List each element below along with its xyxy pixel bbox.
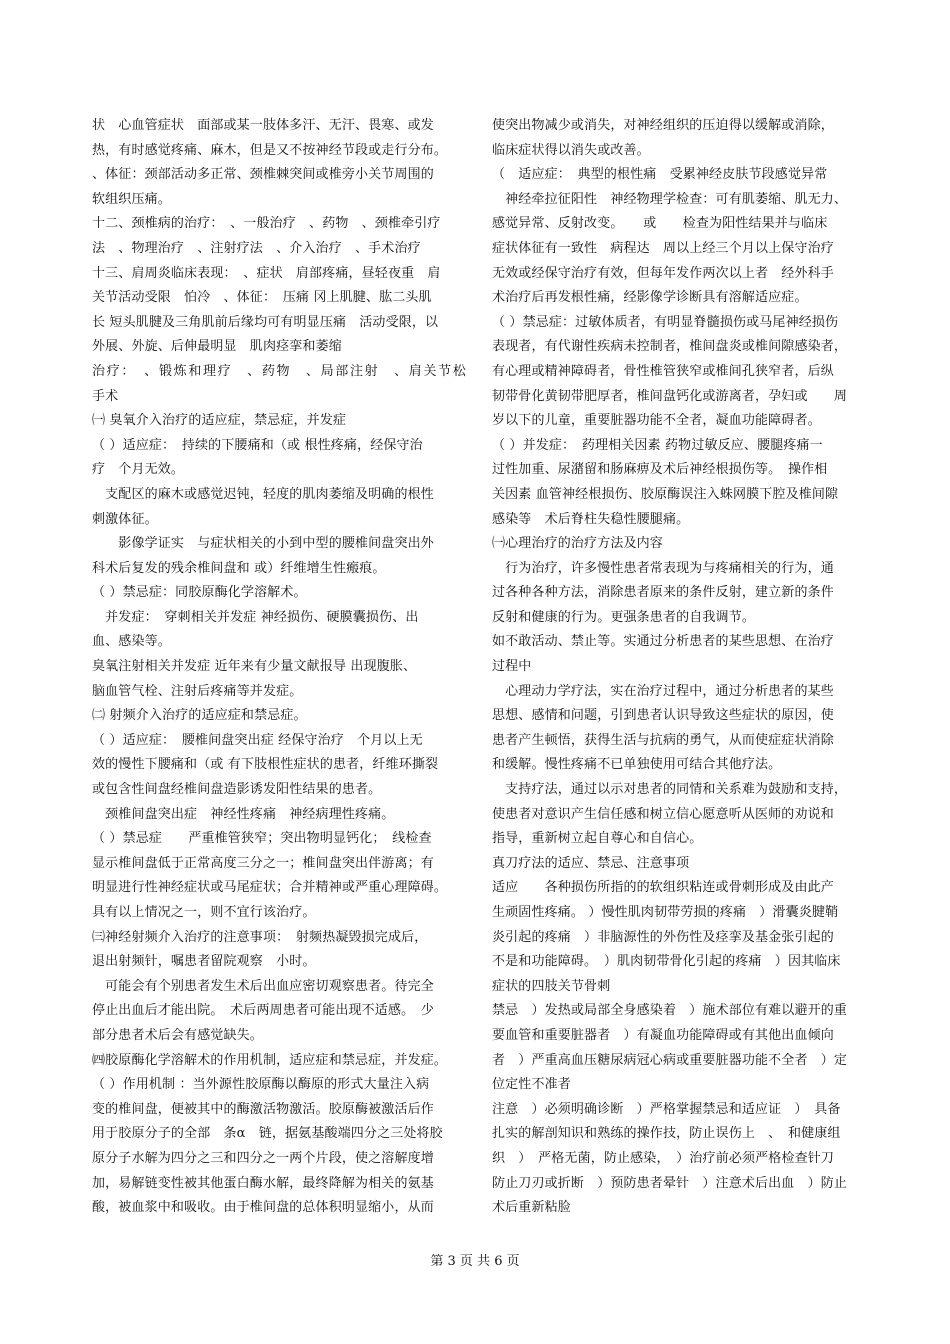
right-column-line: （ 适应症： 典型的根性痛 受累神经皮肤节段感觉异常 <box>492 167 828 183</box>
left-column-line: 刺激体征。 <box>92 511 158 527</box>
right-column-line: 禁忌 ）发热或局部全身感染着 ）施术部位有难以避开的重 <box>492 1003 848 1019</box>
right-column-line: 过各种各种方法，消除患者原来的条件反射，建立新的条件 <box>492 585 834 601</box>
right-column-line: 表现者，有代谢性疾病未控制者，椎间盘炎或椎间隙感染者， <box>492 339 848 355</box>
right-column-line: 术治疗后再发根性痛，经影像学诊断具有溶解适应症。 <box>492 290 808 306</box>
right-column-line: 术后重新粘脸 <box>492 1200 571 1216</box>
left-column-line: 停止出血后才能出院。 术后两周患者可能出现不适感。 少 <box>92 1003 435 1019</box>
left-column-line: 法 、物理治疗 、注射疗法 、介入治疗 、手术治疗 <box>92 240 421 256</box>
right-column-line: 炎引起的疼痛 ）非脑源性的外伤性及痉挛及基金张引起的 <box>492 929 834 945</box>
right-column-line: 不是和功能障碍。 ）肌肉韧带骨化引起的疼痛 ）因其临床 <box>492 954 841 970</box>
left-column-line: 具有以上情况之一，则不宜行该治疗。 <box>92 905 316 920</box>
right-column-line: 使患者对意识产生信任感和树立信心愿意听从医师的劝说和 <box>492 806 834 822</box>
left-column-line: （ ）禁忌症 严重椎管狭窄；突出物明显钙化； 线检查 <box>92 831 432 847</box>
right-column-line: 感觉异常、反射改变。 或 检查为阳性结果并与临床 <box>492 216 828 232</box>
left-column-line: 疗 个月无效。 <box>92 462 185 478</box>
left-column-line: 用于胶原分子的全部 条α 链，据氨基酸端四分之三处将胶 <box>92 1126 443 1142</box>
left-column-line: 软组织压痛。 <box>92 191 171 207</box>
right-column-line: 和缓解。慢性疼痛不已单独使用可结合其他疗法。 <box>492 757 782 773</box>
right-column-line: 指导，重新树立起自尊心和自信心。 <box>492 831 703 847</box>
right-column-line: 症状的四肢关节骨刺 <box>492 978 611 994</box>
left-column-line: 变的椎间盘，便被其中的酶激活物激活。胶原酶被激活后作 <box>92 1101 434 1117</box>
left-column-line: （ ）禁忌症：同胶原酶化学溶解术。 <box>92 585 307 601</box>
left-column-line: 十三、肩周炎临床表现： 、症状 肩部疼痛，昼轻夜重 肩 <box>92 265 441 281</box>
left-column-line: 支配区的麻木或感觉迟钝，轻度的肌肉萎缩及明确的根性 <box>92 486 434 502</box>
right-column-line: 过程中 <box>492 659 532 675</box>
left-column-line: 部分患者术后会有感觉缺失。 <box>92 1027 263 1043</box>
right-column-line: 有心理或精神障碍者，骨性椎管狭窄或椎间孔狭窄者，后纵 <box>492 363 834 379</box>
left-column-line: 并发症： 穿刺相关并发症 神经损伤、硬膜囊损伤、出 <box>92 609 419 625</box>
right-column-line: 支持疗法，通过以示对患者的同情和关系难为鼓励和支持， <box>492 782 848 798</box>
left-column-line: 臭氧注射相关并发症 近年来有少量文献报导 出现腹胀、 <box>92 659 417 675</box>
right-column-line: 岁以下的儿童，重要脏器功能不全者，凝血功能障碍者。 <box>492 413 821 429</box>
left-column-line: ㈠ 臭氧介入治疗的适应症，禁忌症，并发症 <box>92 413 347 429</box>
right-column-line: 症状体征有一致性 病程达 周以上经三个月以上保守治疗 <box>492 240 834 256</box>
left-column-line: 状 心血管症状 面部或某一肢体多汗、无汗、畏寒、或发 <box>92 118 434 133</box>
left-column-line: 原分子水解为四分之三和四分之一两个片段，使之溶解度增 <box>92 1150 434 1166</box>
right-column-line: 无效或经保守治疗有效，但每年发作两次以上者 经外科手 <box>492 265 834 281</box>
left-column-line: 血、感染等。 <box>92 634 171 650</box>
right-column-line: 要血管和重要脏器者 ）有凝血功能障碍或有其他出血倾向 <box>492 1027 834 1043</box>
right-column-line: 神经牵拉征阳性 神经物理学检查：可有肌萎缩、肌无力、 <box>492 191 848 207</box>
left-column-line: 退出射频针，嘱患者留院观察 小时。 <box>92 954 316 970</box>
right-column-line: （ ）并发症： 药理相关因素 药物过敏反应、腰腿疼痛一 <box>492 437 823 453</box>
left-column-line: ㈡ 射频介入治疗的适应症和禁忌症。 <box>92 708 307 724</box>
left-column-line: 科术后复发的残余椎间盘和 或）纤维增生性瘢痕。 <box>92 560 386 576</box>
left-column-line: ㈢神经射频介入治疗的注意事项： 射频热凝毁损完成后， <box>92 929 428 945</box>
right-column-line: 位定性不准者 <box>492 1077 571 1093</box>
right-column-line: 使突出物减少或消失，对神经组织的压迫得以缓解或消除， <box>492 118 834 133</box>
right-column-line: 韧带骨化黄韧带肥厚者，椎间盘钙化或游离者，孕妇或 周 <box>492 388 848 404</box>
left-column-line: （ ）作用机制 ：当外源性胶原酶以酶原的形式大量注入病 <box>92 1077 430 1093</box>
right-column <box>492 114 864 1221</box>
left-column <box>92 114 466 1221</box>
right-column-line: 扎实的解剖知识和熟练的操作技，防止误伤上 、 和健康组 <box>492 1126 841 1142</box>
left-column-line: 显示椎间盘低于正常高度三分之一；椎间盘突出伴游离；有 <box>92 855 434 871</box>
left-column-line: 十二、颈椎病的治疗： 、一般治疗 、药物 、颈椎牵引疗 <box>92 216 441 232</box>
right-column-line: 行为治疗，许多慢性患者常表现为与疼痛相关的行为，通 <box>492 560 834 576</box>
right-column-line: 适应 各种损伤所指的的软组织粘连或骨刺形成及由此产 <box>492 880 834 896</box>
right-column-line: 织 ） 严格无菌，防止感染， ）治疗前必须严格检查针刀 <box>492 1150 835 1166</box>
left-column-line: （ ）适应症： 腰椎间盘突出症 经保守治疗 个月以上无 <box>92 732 423 748</box>
left-column-line: 长 短头肌腱及三角肌前后缘均可有明显压痛 活动受限，以 <box>92 314 439 330</box>
left-column-line: 或包含性间盘经椎间盘造影诱发阳性结果的患者。 <box>92 782 382 798</box>
left-column-line: 效的慢性下腰痛和（或 有下肢根性症状的患者，纤维环撕裂 <box>92 757 439 773</box>
left-column-line: （ ）适应症： 持续的下腰痛和（或 根性疼痛，经保守治 <box>92 437 423 453</box>
left-column-line: 热，有时感觉疼痛、麻木，但是又不按神经节段或走行分布。 <box>92 142 448 158</box>
right-column-line: 如不敢活动、禁止等。实通过分析患者的某些思想、在治疗 <box>492 634 834 650</box>
right-column-line: （ ）禁忌症：过敏体质者，有明显脊髓损伤或马尾神经损伤 <box>492 314 839 330</box>
page-footer: 第 3 页 共 6 页 <box>430 1254 520 1269</box>
left-column-line: 手术 <box>92 388 119 404</box>
right-column-line: 防止刀刃或折断 ）预防患者晕针 ）注意术后出血 ）防止 <box>492 1175 848 1191</box>
right-column-line: 生顽固性疼痛。 ）慢性肌肉韧带劳损的疼痛 ）滑囊炎腱鞘 <box>492 905 839 920</box>
left-column-line: 治疗： 、锻炼和理疗 、药物 、局部注射 、肩关节松 <box>92 363 466 379</box>
right-column-line: ㈠心理治疗的治疗方法及内容 <box>492 536 663 552</box>
right-column-line: 真刀疗法的适应、禁忌、注意事项 <box>492 855 690 871</box>
left-column-line: 影像学证实 与症状相关的小到中型的腰椎间盘突出外 <box>92 536 434 552</box>
right-column-line: 感染等 术后脊柱失稳性腰腿痛。 <box>492 511 690 527</box>
right-column-line: 过性加重、尿潴留和肠麻痹及术后神经根损伤等。 操作相 <box>492 462 828 478</box>
left-column-line: 加，易解链变性被其他蛋白酶水解，最终降解为相关的氨基 <box>92 1175 434 1191</box>
left-column-line: ㈣胶原酶化学溶解术的作用机制，适应症和禁忌症，并发症。 <box>92 1052 448 1068</box>
right-column-line: 关因素 血管神经根损伤、胶原酶误注入蛛网膜下腔及椎间隙 <box>492 486 839 502</box>
right-column-line: 患者产生顿悟，获得生活与抗病的勇气，从而使症症状消除 <box>492 732 834 748</box>
left-column-line: 酸，被血浆中和吸收。由于椎间盘的总体积明显缩小，从而 <box>92 1200 434 1216</box>
left-column-line: 、体征：颈部活动多正常、颈椎棘突间或椎旁小关节周围的 <box>92 167 434 183</box>
right-column-line: 思想、感情和问题，引到患者认识导致这些症状的原因，使 <box>492 708 834 724</box>
right-column-line: 注意 ）必须明确诊断 ）严格掌握禁忌和适应证 ） 具备 <box>492 1101 841 1117</box>
left-column-line: 脑血管气栓、注射后疼痛等并发症。 <box>92 683 303 699</box>
right-column-line: 心理动力学疗法，实在治疗过程中，通过分析患者的某些 <box>492 683 834 699</box>
left-column-line: 外展、外旋、后伸最明显 肌肉痉挛和萎缩 <box>92 339 342 355</box>
left-column-line: 可能会有个别患者发生术后出血应密切观察患者。待完全 <box>92 978 434 994</box>
left-column-line: 颈椎间盘突出症 神经性疼痛 神经病理性疼痛。 <box>92 806 395 822</box>
right-column-line: 反射和健康的行为。更强条患者的自我调节。 <box>492 609 756 625</box>
left-column-line: 明显进行性神经症状或马尾症状；合并精神或严重心理障碍。 <box>92 880 448 896</box>
right-column-line: 者 ）严重高血压糖尿病冠心病或重要脏器功能不全者 ）定 <box>492 1052 848 1068</box>
left-column-line: 关节活动受限 怕冷 、体征： 压痛 冈上肌腱、肱二头肌 <box>92 290 432 306</box>
right-column-line: 临床症状得以消失或改善。 <box>492 142 650 158</box>
